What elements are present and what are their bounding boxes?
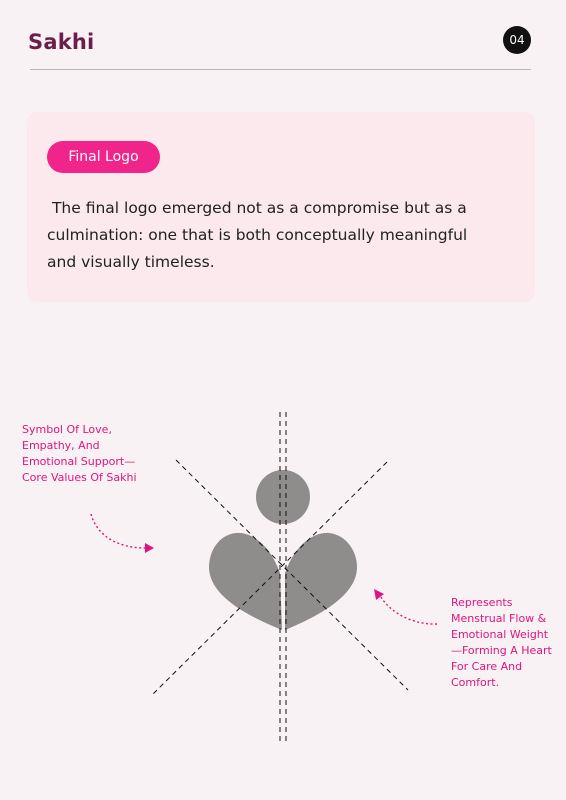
left-annotation: Symbol Of Love, Empathy, And Emotional Support— Core Values Of Sakhi <box>22 423 137 484</box>
logo-left-heart-half <box>209 533 282 630</box>
brand-title: Sakhi <box>28 30 95 54</box>
right-arrow-path <box>381 597 437 624</box>
right-arrow-head <box>374 589 384 600</box>
section-tag: Final Logo <box>47 141 160 173</box>
sakhi-logo-mark <box>209 470 357 630</box>
left-arrow-path <box>91 514 145 548</box>
right-annotation: Represents Menstrual Flow & Emotional Weight —Forming A Heart For Care And Comfort. <box>451 596 552 689</box>
construction-guides <box>153 412 408 742</box>
logo-right-heart-half <box>285 533 357 630</box>
page-number-badge: 04 <box>503 26 531 54</box>
logo-head-circle <box>256 470 310 524</box>
intro-paragraph: The final logo emerged not as a compromise but as a culmination: one that is both conceptually meaningful and visually timeless. <box>47 199 468 271</box>
left-arrow-head <box>145 543 154 553</box>
